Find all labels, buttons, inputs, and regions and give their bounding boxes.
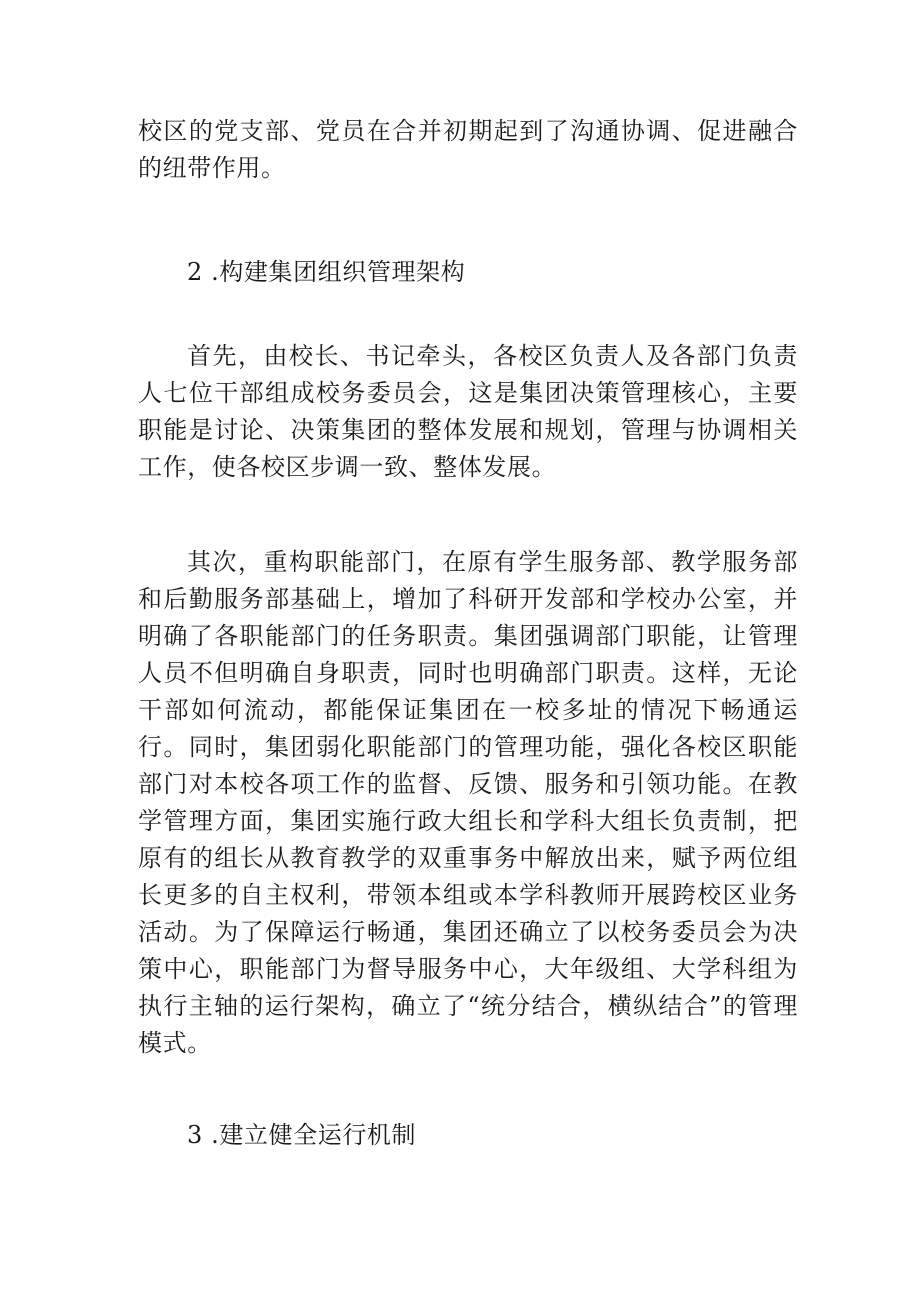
paragraph-second: 其次，重构职能部门，在原有学生服务部、教学服务部和后勤服务部基础上，增加了科研开发部和学校办公室，并明确了各职能部门的任务职责。集团强调部门职能，让管理人员不但明确自身职责，同时也明确部门职责。这样，无论干部如何流动，都能保证集团在一校多址的情况下畅通运行。同时，集团弱化职能部门的管理功能，强化各校区职能部门对本校各项工作的监督、反馈、服务和引领功能。在教学管理方面，集团实施行政大组长和学科大组长负责制，把原有的组长从教育教学的双重事务中解放出来，赋予两位组长更多的自主权利，带领本组或本学科教师开展跨校区业务活动。为了保障运行畅通，集团还确立了以校务委员会为决策中心，职能部门为督导服务中心，大年级组、大学科组为执行主轴的运行架构，确立了“统分结合，横纵结合”的管理模式。 bbox=[138, 548, 798, 1057]
paragraph-intro: 校区的党支部、党员在合并初期起到了沟通协调、促进融合的纽带作用。 bbox=[138, 117, 798, 182]
paragraph-first: 首先，由校长、书记牵头，各校区负责人及各部门负责人七位干部组成校务委员会，这是集团决策管理核心，主要职能是讨论、决策集团的整体发展和规划，管理与协调相关工作，使各校区步调一致、整体发展。 bbox=[138, 342, 798, 481]
section-heading-3: 3 .建立健全运行机制 bbox=[187, 1121, 417, 1149]
section-heading-2: 2 .构建集团组织管理架构 bbox=[187, 258, 466, 286]
